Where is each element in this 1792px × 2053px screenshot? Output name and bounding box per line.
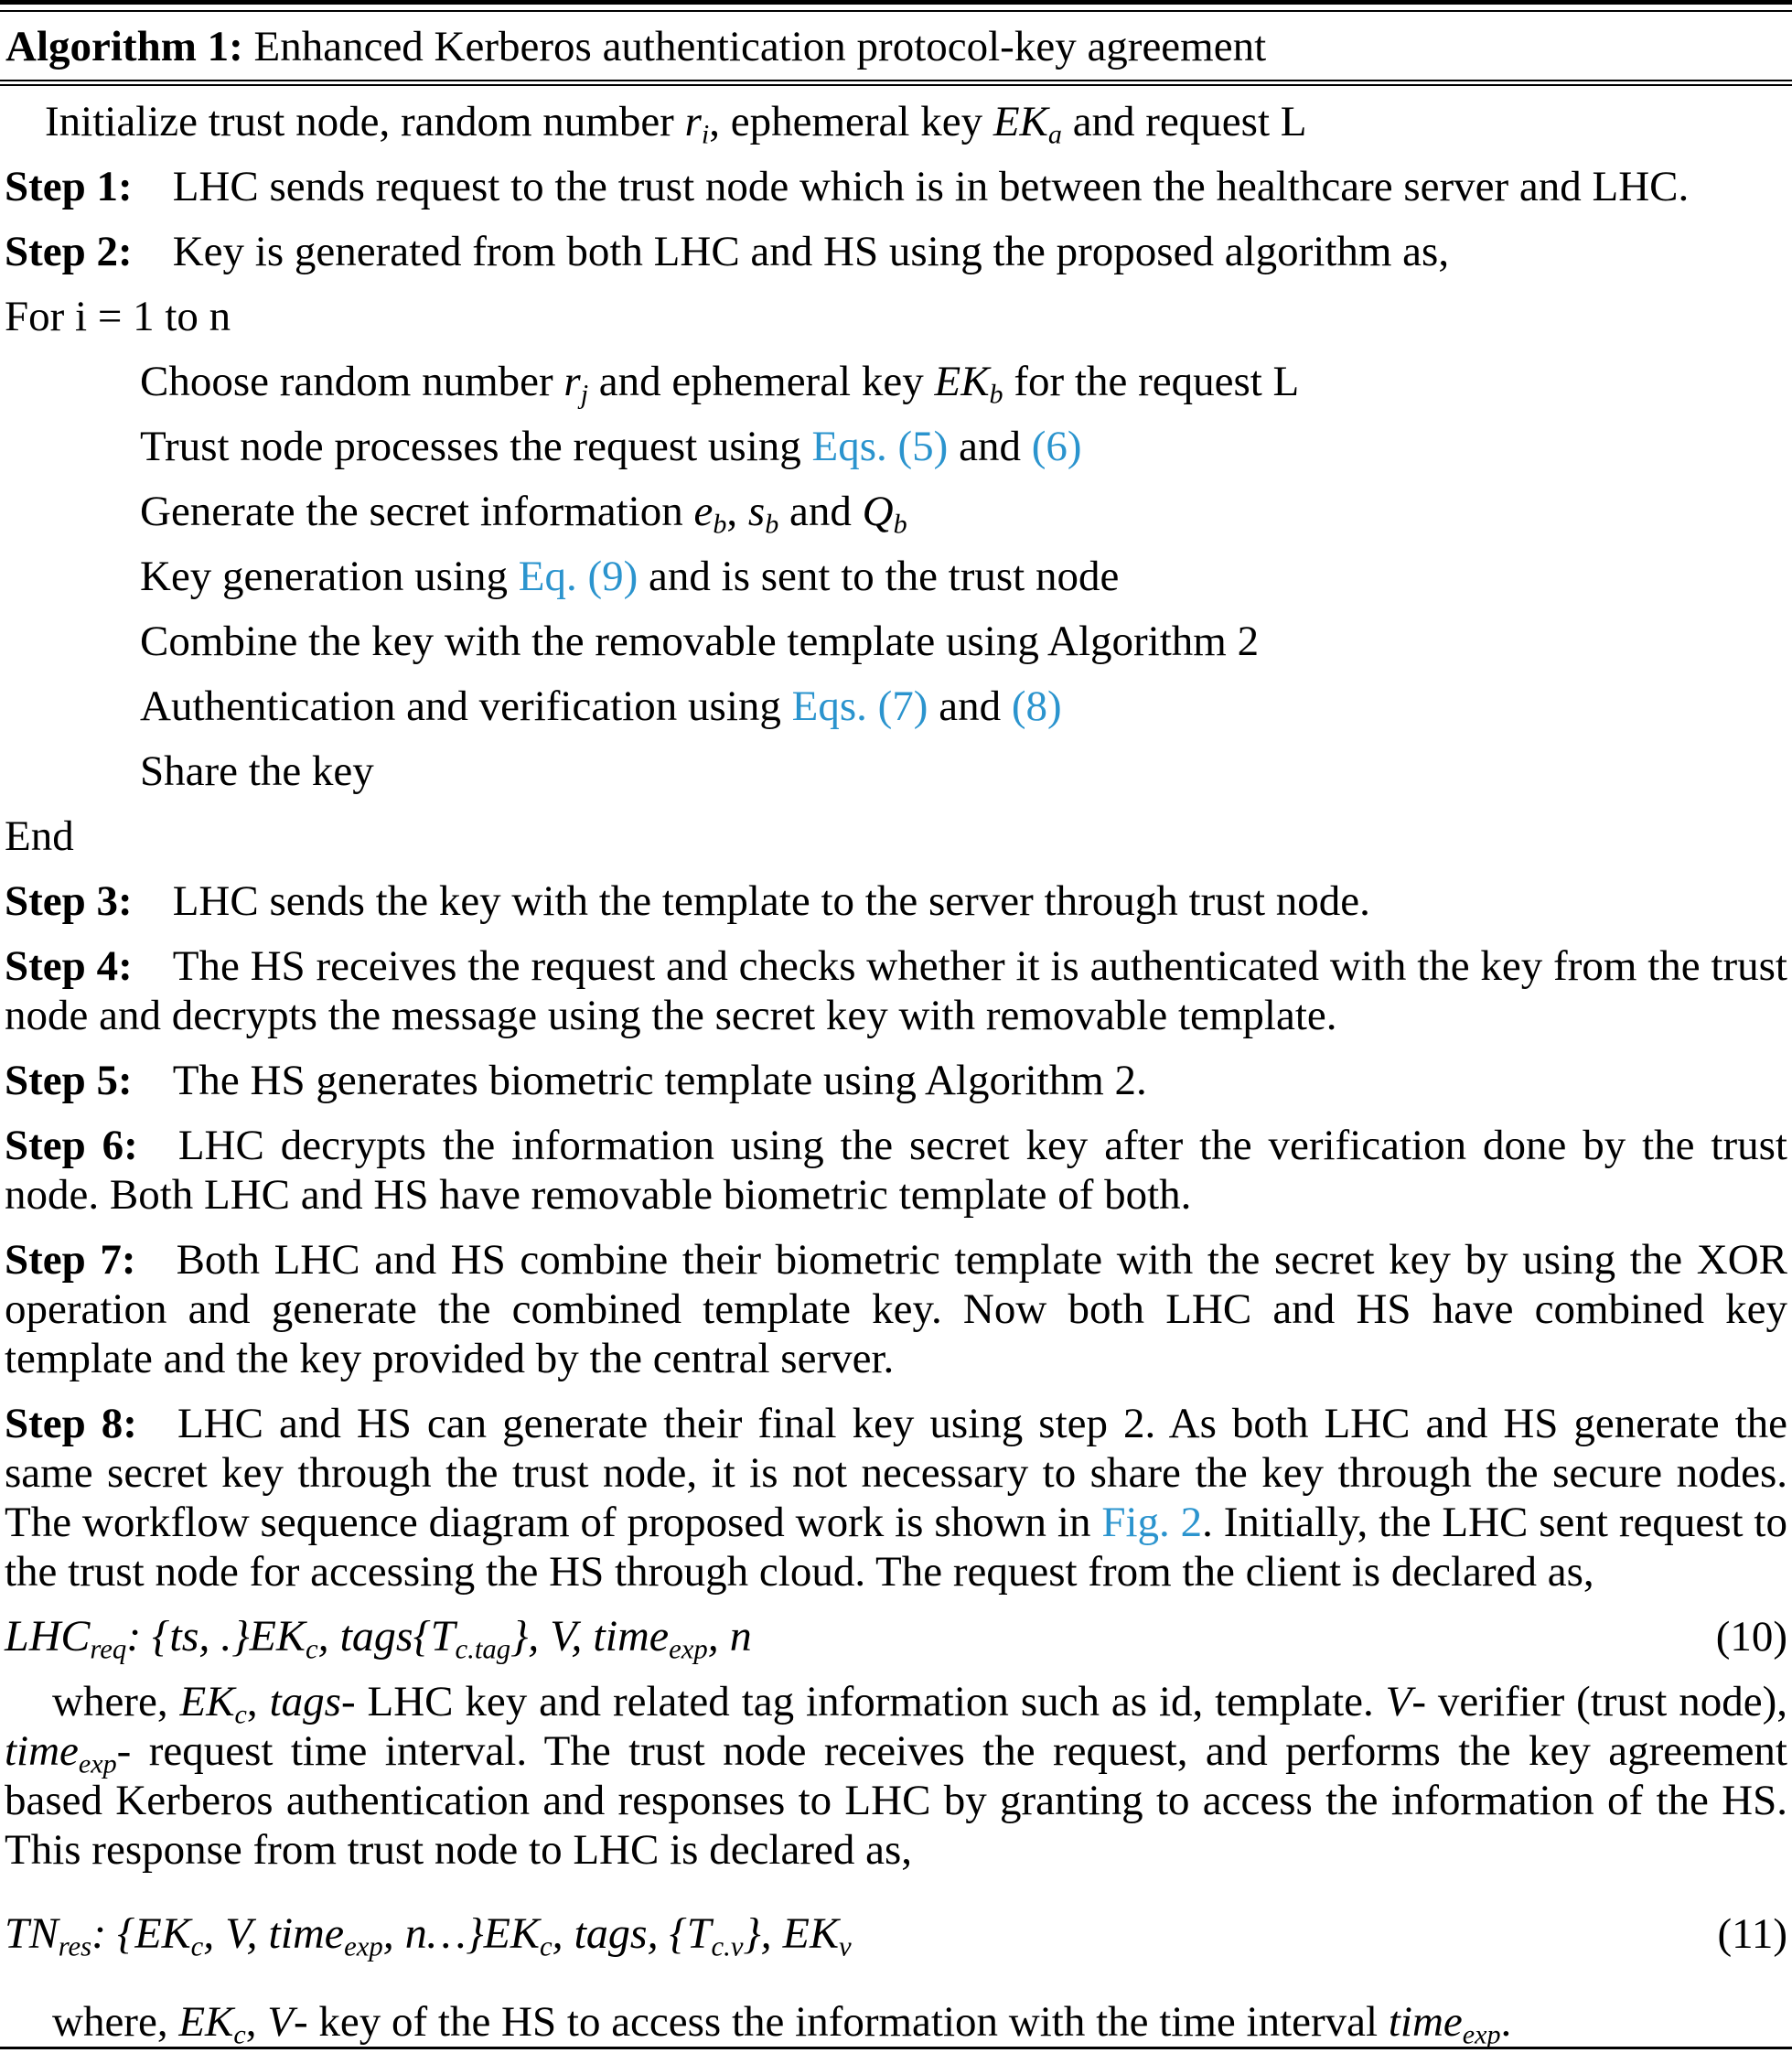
text-segment: T: [430, 1612, 456, 1661]
equation-11-body: [5, 1909, 852, 1962]
text-segment: Authentication and verification using: [140, 683, 792, 730]
text-segment: Combine the key with the removable template using Algorithm 2: [140, 618, 1260, 665]
text-segment: LHC and HS can generate their final key using step 2. As both LHC and HS generate the same secret key through the trust node, it is not necessary to share the key through the secure nodes. The workflow sequence diagram of proposed work is shown in: [5, 1400, 1787, 1546]
text-segment: EK: [249, 1612, 306, 1661]
text-segment: ,: [707, 1612, 730, 1661]
text-segment: where,: [52, 1678, 180, 1725]
line-loop-generate: [5, 487, 1787, 540]
line-step-5-label: Step 5:: [5, 1057, 133, 1104]
text-segment: b: [989, 378, 1003, 410]
text-segment: ,: [246, 1909, 269, 1958]
text-segment: EK: [934, 358, 990, 405]
text-segment: ,: [571, 1612, 594, 1661]
text-segment: EK: [483, 1909, 540, 1958]
equation-10-number: (10): [1715, 1613, 1787, 1661]
text-segment: time: [5, 1727, 79, 1775]
text-segment: c: [190, 1930, 204, 1962]
text-segment: time: [593, 1612, 670, 1661]
text-segment: EK: [993, 98, 1048, 145]
text-segment: ,: [382, 1909, 405, 1958]
text-segment: - LHC key and related tag information such as id, template.: [340, 1678, 1386, 1725]
line-step-6-label: Step 6:: [5, 1122, 138, 1169]
text-segment: ,: [245, 1998, 268, 2046]
text-segment: and request L: [1061, 98, 1307, 145]
text-segment: v: [839, 1930, 852, 1962]
equation-10: [5, 1612, 1787, 1665]
text-segment: V: [225, 1909, 247, 1958]
text-segment: ,: [726, 488, 748, 535]
text-segment: b: [765, 508, 779, 540]
line-loop-authentication: [5, 682, 1787, 731]
text-segment: - verifier (trust node),: [1411, 1678, 1788, 1725]
text-segment: where,: [52, 1998, 179, 2046]
text-segment: LHC sends request to the trust node which is in between the healthcare server and LHC.: [172, 163, 1690, 210]
text-segment: LHC sends the key with the template to the server through trust node.: [172, 877, 1370, 925]
line-loop-combine: [5, 617, 1787, 666]
line-initialize: [5, 97, 1787, 150]
text-segment: b: [893, 508, 907, 540]
text-segment: LHC decrypts the information using the secret key after the verification done by the trust node. Both LHC and HS have removable biometric template of both.: [5, 1122, 1787, 1219]
text-segment: req: [90, 1633, 127, 1665]
text-segment: time: [1388, 1998, 1463, 2046]
equation-11: [5, 1909, 1787, 1962]
link-eq-8[interactable]: (8): [1011, 683, 1062, 730]
algorithm-body: [0, 86, 1792, 2050]
text-segment: ,: [203, 1909, 226, 1958]
top-rule-thick: [0, 0, 1792, 5]
equation-10-body: [5, 1612, 752, 1665]
text-segment: LHC: [5, 1612, 91, 1661]
equation-11-number: (11): [1717, 1910, 1787, 1958]
text-segment: time: [268, 1909, 345, 1958]
text-segment: V: [1385, 1678, 1412, 1725]
line-step-4: [5, 941, 1787, 1040]
text-segment: , .}: [199, 1612, 250, 1661]
text-segment: The HS receives the request and checks whether it is authenticated with the key from the trust node and decrypts the message using the secret key with removable template.: [5, 942, 1787, 1039]
text-segment: Choose random number: [140, 358, 564, 405]
text-segment: r: [563, 358, 581, 405]
text-segment: Key generation using: [140, 553, 519, 600]
text-segment: Q: [862, 488, 894, 535]
line-for-loop: [5, 292, 1787, 341]
line-where-10: [5, 1677, 1787, 1875]
line-step-2-label: Step 2:: [5, 228, 133, 275]
link-fig-2[interactable]: Fig. 2: [1101, 1499, 1203, 1546]
line-step-3-label: Step 3:: [5, 877, 133, 925]
text-segment: Initialize trust node, random number: [45, 98, 685, 145]
text-segment: V: [267, 1998, 294, 2046]
text-segment: T: [686, 1909, 712, 1958]
text-segment: n: [729, 1612, 752, 1661]
algorithm-title-label: Algorithm 1:: [5, 23, 243, 70]
text-segment: . Initially, the LHC sent request to the trust node for accessing the HS through cloud. The request from the client is declared as,: [5, 1499, 1787, 1596]
text-segment: b: [713, 508, 727, 540]
text-segment: c: [305, 1633, 318, 1665]
text-segment: .: [1500, 1998, 1512, 2046]
text-segment: Generate the secret information: [140, 488, 694, 535]
line-step-6: [5, 1121, 1787, 1220]
line-step-7-label: Step 7:: [5, 1236, 136, 1284]
text-segment: a: [1047, 118, 1062, 150]
text-segment: c.tag: [455, 1633, 511, 1665]
text-segment: exp: [78, 1747, 117, 1779]
line-step-1-label: Step 1:: [5, 163, 133, 210]
text-segment: s: [747, 488, 766, 535]
text-segment: exp: [669, 1633, 708, 1665]
link-eq-5[interactable]: Eqs. (5): [811, 423, 949, 470]
text-segment: - key of the HS to access the information with the time interval: [293, 1998, 1389, 2046]
text-segment: and ephemeral key: [588, 358, 935, 405]
bottom-rule: [0, 2047, 1792, 2049]
line-step-8-label: Step 8:: [5, 1400, 137, 1447]
text-segment: …}: [426, 1909, 484, 1958]
line-step-1: [5, 162, 1787, 211]
text-segment: for the request L: [1003, 358, 1300, 405]
text-segment: , ephemeral key: [709, 98, 993, 145]
text-segment: e: [693, 488, 714, 535]
link-eq-6[interactable]: (6): [1031, 423, 1082, 470]
algorithm-title-text: Enhanced Kerberos authentication protocol-key agreement: [242, 23, 1267, 70]
text-segment: Key is generated from both LHC and HS using the proposed algorithm as,: [172, 228, 1450, 275]
text-segment: , tags{: [317, 1612, 431, 1661]
line-loop-trust-node: [5, 422, 1787, 471]
text-segment: TN: [5, 1909, 59, 1958]
text-segment: and: [948, 423, 1032, 470]
text-segment: res: [58, 1930, 92, 1962]
text-segment: r: [684, 98, 702, 145]
header-double-rule: [0, 80, 1792, 86]
line-end: [5, 812, 1787, 861]
text-segment: Both LHC and HS combine their biometric template with the secret key by using the XOR operation and generate the combined template key. Now both LHC and HS have combined key template and the key provided by the central server.: [5, 1236, 1787, 1382]
text-segment: exp: [1462, 2018, 1501, 2050]
line-step-2: [5, 227, 1787, 276]
text-segment: c: [234, 1698, 247, 1730]
text-segment: Trust node processes the request using: [140, 423, 812, 470]
line-loop-key-generation: [5, 552, 1787, 601]
link-eq-9[interactable]: Eq. (9): [518, 553, 638, 600]
text-segment: - request time interval. The trust node receives the request, and performs the key agreement based Kerberos authentication and responses to LHC by granting to access the information of the HS. This response from trust node to LHC is declared as,: [5, 1727, 1787, 1874]
text-segment: For i = 1 to n: [5, 293, 231, 340]
link-eq-7[interactable]: Eqs. (7): [791, 683, 928, 730]
line-step-3: [5, 876, 1787, 926]
line-step-8: [5, 1399, 1787, 1596]
text-segment: },: [510, 1612, 551, 1661]
line-step-7: [5, 1235, 1787, 1383]
text-segment: tags: [269, 1678, 341, 1725]
text-segment: },: [743, 1909, 783, 1958]
text-segment: n: [404, 1909, 427, 1958]
text-segment: ts: [169, 1612, 199, 1661]
text-segment: EK: [179, 1678, 235, 1725]
text-segment: : {: [126, 1612, 170, 1661]
text-segment: j: [580, 378, 589, 410]
text-segment: and is sent to the trust node: [638, 553, 1120, 600]
text-segment: Share the key: [140, 747, 374, 795]
line-step-5: [5, 1056, 1787, 1105]
line-loop-share: [5, 747, 1787, 796]
text-segment: V: [550, 1612, 572, 1661]
text-segment: c: [539, 1930, 553, 1962]
text-segment: ,: [246, 1678, 270, 1725]
text-segment: i: [701, 118, 710, 150]
line-loop-choose: [5, 357, 1787, 410]
text-segment: EK: [782, 1909, 839, 1958]
text-segment: End: [5, 812, 74, 860]
text-segment: EK: [178, 1998, 234, 2046]
text-segment: EK: [134, 1909, 191, 1958]
text-segment: exp: [344, 1930, 383, 1962]
text-segment: c.v: [711, 1930, 744, 1962]
text-segment: and: [928, 683, 1012, 730]
text-segment: : {: [91, 1909, 135, 1958]
text-segment: c: [233, 2018, 246, 2050]
line-step-4-label: Step 4:: [5, 942, 133, 990]
text-segment: The HS generates biometric template using Algorithm 2.: [172, 1057, 1147, 1104]
text-segment: , tags, {: [552, 1909, 687, 1958]
text-segment: and: [778, 488, 863, 535]
algorithm-header: [0, 12, 1792, 80]
line-where-11: [5, 1997, 1787, 2050]
